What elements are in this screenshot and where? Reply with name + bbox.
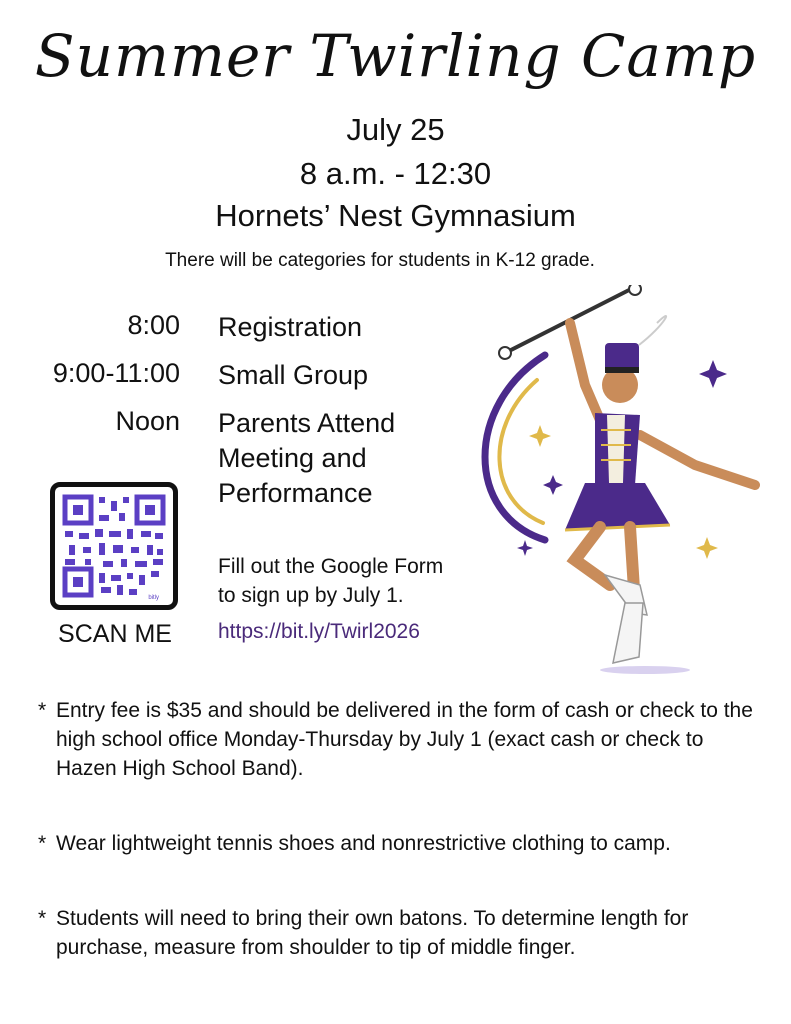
bullet-text: Entry fee is $35 and should be delivered in the form of cash or check to the high school office Monday-Thursday by July 1 (exact cash or check to Hazen High School Band). [56, 699, 753, 780]
schedule-activity: Parents Attend Meeting and Performance [218, 408, 396, 508]
schedule-time: Noon [115, 406, 180, 436]
sparkle-icon [517, 540, 533, 556]
grade-note: There will be categories for students in K-12 grade. [165, 250, 595, 271]
form-line: to sign up by July 1. [218, 584, 404, 607]
form-line: Fill out the Google Form [218, 555, 444, 578]
event-location: Hornets’ Nest Gymnasium [215, 198, 576, 233]
baton-twirler-illustration [425, 285, 791, 685]
bullet-text: Students will need to bring their own batons. To determine length for purchase, measure from shoulder to tip of middle finger. [56, 907, 689, 959]
qr-code[interactable] [50, 482, 178, 610]
scan-me-label: SCAN ME [58, 620, 172, 648]
sparkle-icon [529, 425, 551, 447]
sparkle-icon [543, 475, 563, 495]
sparkle-icon [696, 537, 718, 559]
qr-brand: bitly [148, 595, 159, 601]
bullet-mark: * [38, 832, 47, 855]
bullet-mark: * [38, 907, 47, 930]
signup-link[interactable]: https://bit.ly/Twirl2026 [218, 620, 420, 643]
page-title: Summer Twirling Camp [34, 22, 757, 90]
schedule-time: 9:00-11:00 [52, 358, 180, 388]
sparkle-icon [699, 360, 727, 388]
event-time: 8 a.m. - 12:30 [299, 156, 492, 191]
bullet-mark: * [38, 699, 47, 722]
schedule-activity: Small Group [218, 360, 369, 390]
schedule-time: 8:00 [127, 310, 180, 340]
bullet-text: Wear lightweight tennis shoes and nonrestrictive clothing to camp. [56, 832, 671, 855]
event-date: July 25 [346, 112, 445, 147]
schedule-activity: Registration [218, 312, 363, 342]
qr-code-icon [55, 487, 173, 605]
